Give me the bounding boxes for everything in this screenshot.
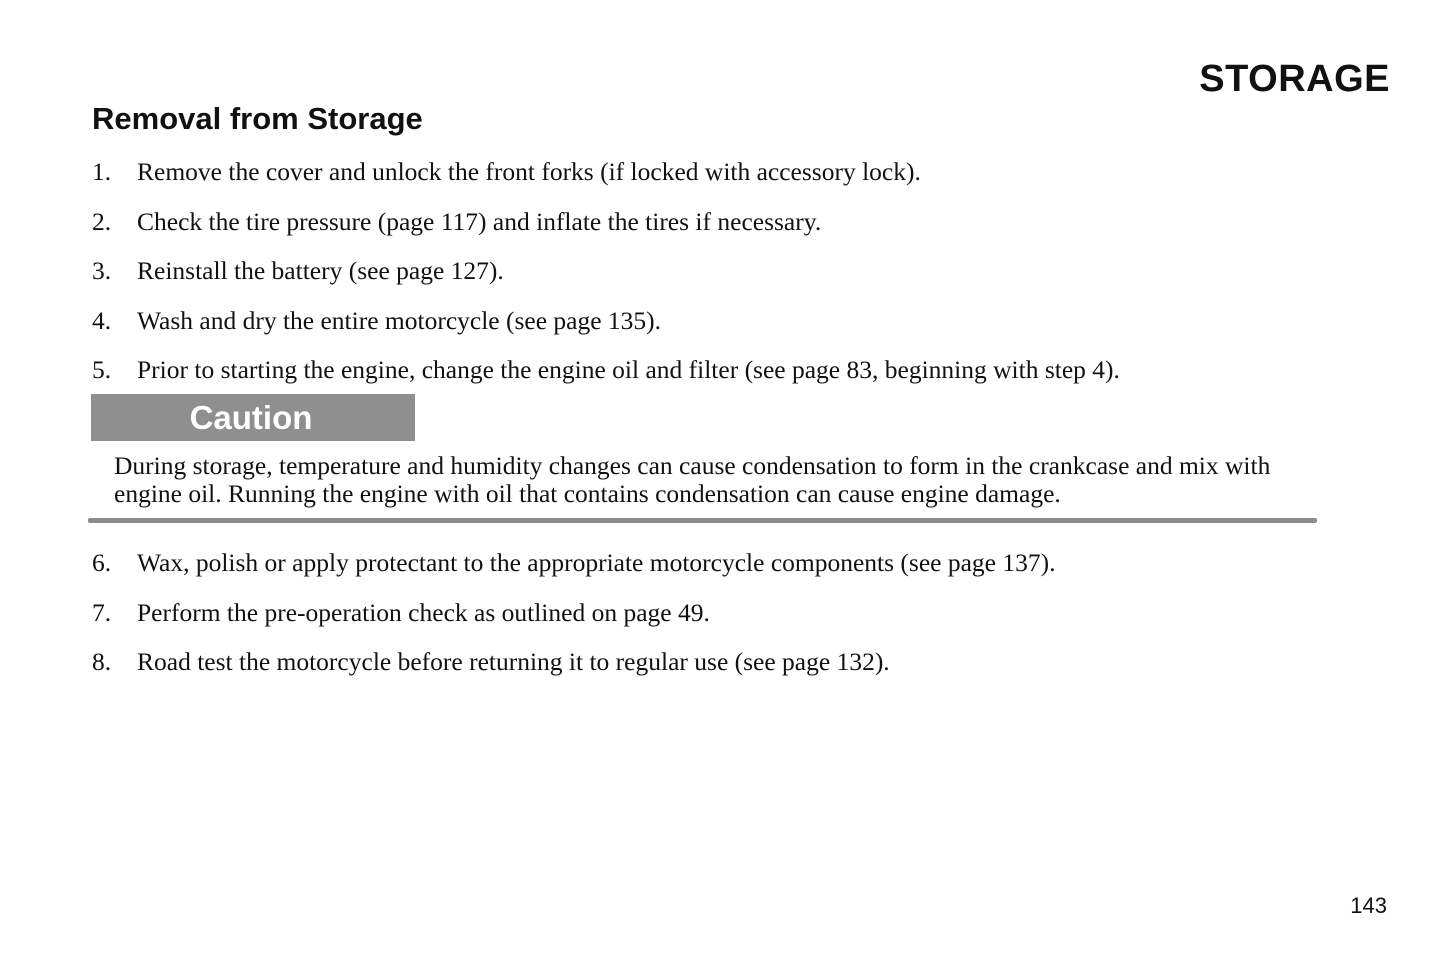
caution-text: During storage, temperature and humidity changes can cause condensation to form in the crankcase and mix with engine oil. Running the engine with oil that contains condensation can cause engine damage. <box>114 451 1271 508</box>
step-number: 4. <box>92 305 112 335</box>
step-text: Wash and dry the entire motorcycle (see page 135). <box>137 305 662 335</box>
step-number: 5. <box>92 355 112 384</box>
step-text: Reinstall the battery (see page 127). <box>137 256 504 285</box>
step-text: Road test the motorcycle before returning it to regular use (see page 132). <box>137 647 890 676</box>
step-number: 2. <box>92 206 112 236</box>
step-text: Wax, polish or apply protectant to the appropriate motorcycle components (see page 137). <box>137 548 1056 577</box>
step-text: Remove the cover and unlock the front forks (if locked with accessory lock). <box>137 157 921 186</box>
step-number: 8. <box>92 647 112 676</box>
step-text: Check the tire pressure (page 117) and inflate the tires if necessary. <box>137 206 822 236</box>
step-text: Perform the pre-operation check as outlined on page 49. <box>137 597 710 627</box>
step-number: 1. <box>92 157 112 186</box>
caution-divider <box>88 518 1317 523</box>
step-number: 7. <box>92 597 112 627</box>
subsection-title: Removal from Storage <box>92 101 423 136</box>
caution-label: Caution <box>91 394 415 441</box>
page-number: 143 <box>1350 893 1387 918</box>
step-number: 6. <box>92 548 112 577</box>
step-text: Prior to starting the engine, change the engine oil and filter (see page 83, beginning with step 4). <box>137 355 1120 384</box>
step-number: 3. <box>92 256 112 285</box>
section-title: STORAGE <box>1199 58 1390 100</box>
